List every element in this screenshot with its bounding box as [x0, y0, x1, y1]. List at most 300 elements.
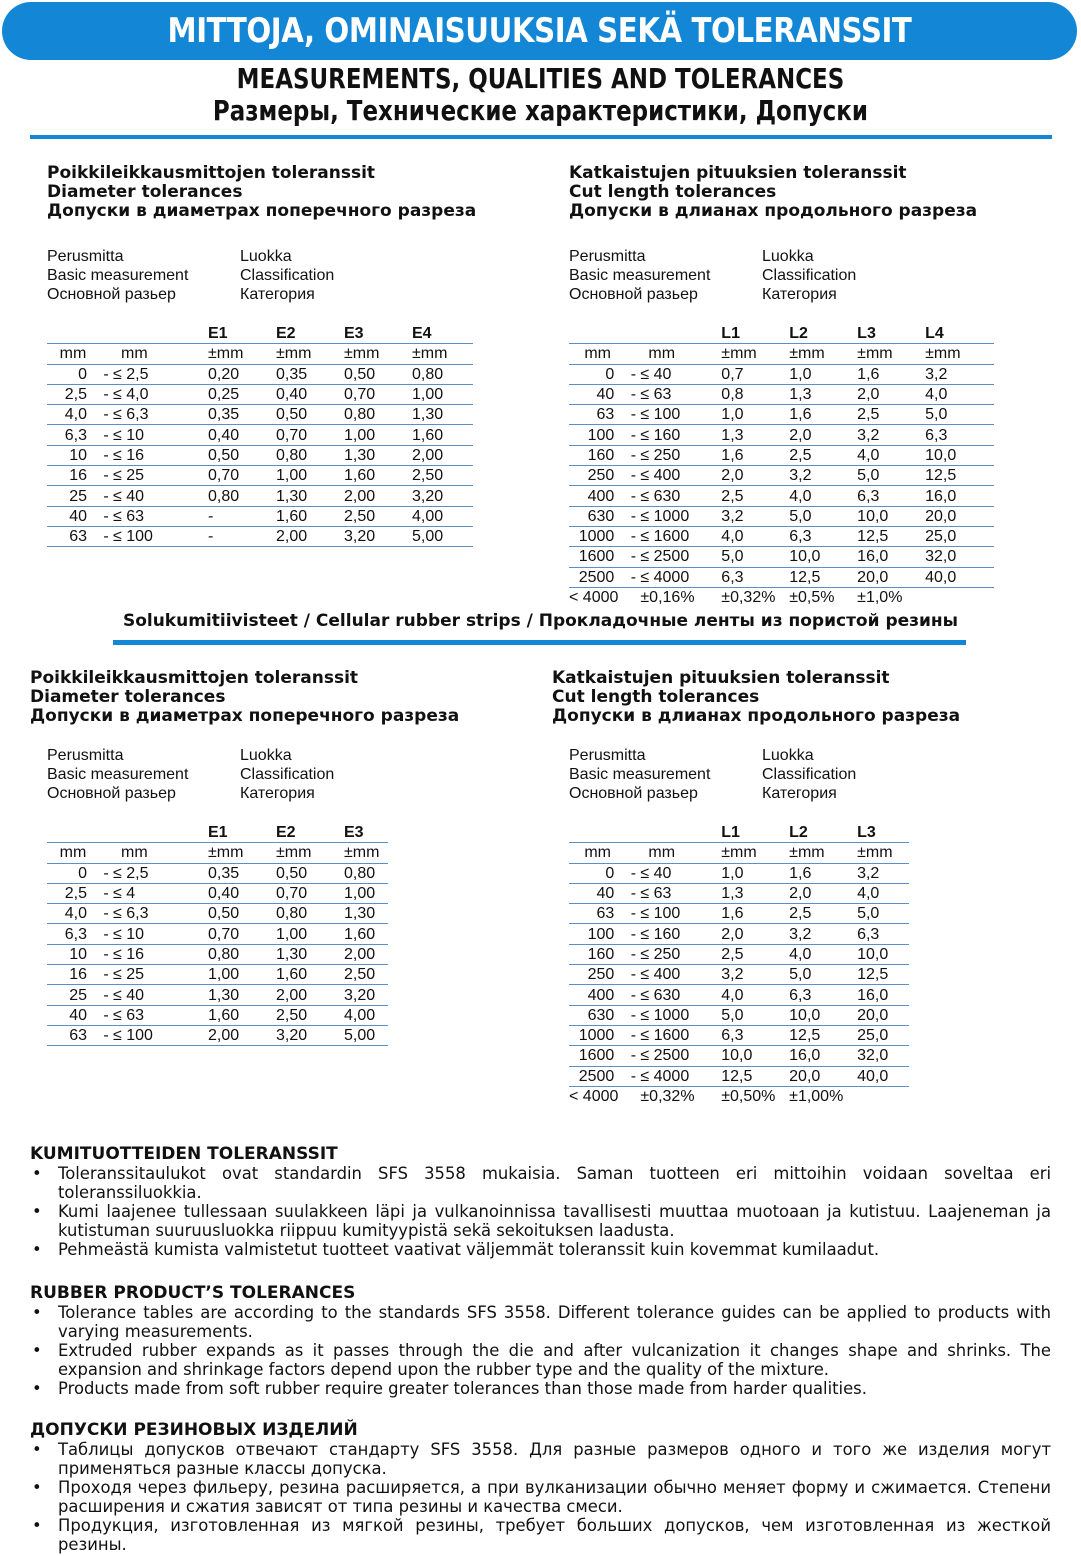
range-min: 100 [569, 425, 626, 445]
range-max: ≤ 160 [640, 924, 721, 944]
range-min: 160 [569, 944, 626, 964]
table-cell [467, 344, 473, 364]
table-row [569, 425, 994, 445]
tolerance-value: 0,50 [208, 445, 276, 465]
table-row [569, 1046, 909, 1066]
range-min: 0 [47, 863, 99, 883]
tolerance-value: 2,0 [721, 466, 789, 486]
range-max: ≤ 16 [113, 944, 208, 964]
range-min: 100 [569, 924, 626, 944]
table-units-row [47, 843, 388, 863]
classification-header: Perusmitta Luokka Basic measurement Classification Основной разьер Категория [569, 747, 857, 802]
range-min: 10 [47, 944, 99, 964]
table-row [47, 425, 473, 445]
range-min: 0 [569, 364, 626, 384]
table-row [569, 985, 909, 1005]
table-row [569, 965, 909, 985]
tolerance-value: 40,0 [925, 567, 988, 587]
range-max: ≤ 2500 [640, 1046, 721, 1066]
range-max: ≤ 6,3 [113, 904, 208, 924]
table-units-row [569, 843, 909, 863]
range-min: 16 [47, 965, 99, 985]
tolerance-value: 40,0 [857, 1066, 903, 1086]
table-cell [925, 587, 988, 607]
table-cell [988, 425, 994, 445]
tolerance-value: 1,60 [412, 425, 467, 445]
tolerance-value: 6,3 [789, 526, 857, 546]
range-min: 2500 [569, 1066, 626, 1086]
range-max: ≤ 400 [640, 466, 721, 486]
table-cell [467, 526, 473, 546]
class-label: E1 [208, 824, 228, 842]
range-max: ≤ 1600 [640, 526, 721, 546]
range-min: 250 [569, 965, 626, 985]
range-min: 1000 [569, 526, 626, 546]
tolerance-value: 1,3 [789, 384, 857, 404]
unit-label: mm [569, 843, 626, 863]
unit-label: mm [113, 344, 208, 364]
range-max: ≤ 2,5 [113, 863, 208, 883]
class-label: L3 [857, 325, 876, 343]
range-max: ≤ 1000 [640, 1005, 721, 1025]
tolerance-value: 0,20 [208, 364, 276, 384]
table-cell [988, 344, 994, 364]
table-cell [467, 405, 473, 425]
table-row [47, 526, 473, 546]
range-max: ≤ 4000 [640, 567, 721, 587]
range-min: 63 [47, 526, 99, 546]
tolerance-value: 25,0 [857, 1025, 903, 1045]
table-cell [467, 506, 473, 526]
table-cell [988, 486, 994, 506]
table-cell [988, 506, 994, 526]
class-label: E4 [412, 325, 432, 343]
tolerance-value: 2,0 [789, 425, 857, 445]
range-dash: - [626, 944, 640, 964]
tolerance-value: 12,5 [789, 567, 857, 587]
table-cell [99, 324, 113, 344]
tolerance-value: ±1,0% [857, 589, 903, 606]
tolerance-value: 3,20 [412, 486, 467, 506]
table-cell [47, 823, 99, 843]
table-cell [988, 405, 994, 425]
tolerance-value: 0,8 [721, 384, 789, 404]
table-class-row [47, 324, 473, 344]
list-item: • Extruded rubber expands as it passes through the die and after vulcanization it changes shape and shrinks. The expansion and shrinkage factors depend upon the rubber type and the quality of the mixture. [30, 1341, 1051, 1379]
tolerance-value: 3,2 [925, 364, 988, 384]
table-row [569, 587, 994, 607]
range-min: 2,5 [47, 883, 99, 903]
table-class-row [569, 324, 994, 344]
unit-label: mm [113, 843, 208, 863]
range-max: ≤ 63 [640, 384, 721, 404]
tolerance-value: 1,0 [789, 364, 857, 384]
table-cell [857, 1086, 903, 1106]
range-max: ≤ 160 [640, 425, 721, 445]
tolerance-value: 6,3 [721, 1025, 789, 1045]
range-dash: - [626, 985, 640, 1005]
range-min: 63 [569, 904, 626, 924]
unit-label [626, 344, 640, 364]
tolerance-value: 0,50 [344, 364, 412, 384]
table-cell [382, 1025, 388, 1045]
tolerance-value: 6,3 [925, 425, 988, 445]
tolerance-value: 1,00 [276, 924, 344, 944]
table-cell [988, 567, 994, 587]
class-label: E3 [344, 325, 364, 343]
range-max: ≤ 400 [640, 965, 721, 985]
table-cell [382, 965, 388, 985]
range-dash: - [99, 944, 113, 964]
table-row [569, 904, 909, 924]
list-item: • Kumi laajenee tullessaan suulakkeen läpi ja vulkanoinnissa tavallisesti muuttaa muotoaan ja kutistuu. Laajeneman ja kutistuman suuruusluokka riippuu kumityypistä sekä sekoituksen laadusta. [30, 1202, 1051, 1240]
tolerance-value: 2,00 [276, 526, 344, 546]
range-dash: - [626, 547, 640, 567]
tolerance-value: 0,25 [208, 384, 276, 404]
range-max: ≤ 100 [640, 405, 721, 425]
tolerance-value: 12,5 [789, 1025, 857, 1045]
class-label: E3 [344, 824, 364, 842]
tolerance-value: 5,0 [857, 466, 925, 486]
tolerance-value: 6,3 [857, 924, 903, 944]
top-divider [30, 135, 1052, 139]
notes-fi-title: KUMITUOTTEIDEN TOLERANSSIT [30, 1144, 338, 1164]
cut-length-tolerances-heading: Katkaistujen pituuksien toleranssit Cut length tolerances Допуски в длианах продольного разреза [569, 163, 978, 221]
tolerance-value: 0,40 [208, 883, 276, 903]
tolerance-value: 16,0 [857, 547, 925, 567]
table-row [47, 364, 473, 384]
tolerance-value: 0,80 [208, 944, 276, 964]
unit-label: ±mm [344, 843, 382, 863]
table-cell [903, 883, 909, 903]
tolerance-value: 2,00 [412, 445, 467, 465]
table-row [47, 384, 473, 404]
range-min: 2500 [569, 567, 626, 587]
range-dash: - [99, 965, 113, 985]
table-cell [903, 823, 909, 843]
range-min: 400 [569, 486, 626, 506]
tolerance-value: 0,50 [276, 405, 344, 425]
subtitle-ru: Размеры, Технические характеристики, Допуски [212, 94, 869, 127]
tolerance-value: 1,6 [721, 445, 789, 465]
unit-label [99, 344, 113, 364]
range-min: 6,3 [47, 924, 99, 944]
tolerance-value: 0,80 [208, 486, 276, 506]
unit-label: ±mm [721, 843, 789, 863]
table-cell [467, 486, 473, 506]
tolerance-value: 5,0 [789, 965, 857, 985]
table-cell [382, 843, 388, 863]
table-cell [47, 324, 99, 344]
range-min: 1600 [569, 1046, 626, 1066]
range-max: ≤ 4,0 [113, 384, 208, 404]
table-row [569, 526, 994, 546]
range-dash: - [626, 466, 640, 486]
table-row [569, 405, 994, 425]
tolerance-value: 6,3 [721, 567, 789, 587]
tolerance-value: 2,5 [789, 445, 857, 465]
range-dash: - [99, 904, 113, 924]
tolerance-value: ±1,00% [789, 1088, 844, 1105]
tolerance-value: 2,50 [412, 466, 467, 486]
table-row [569, 445, 994, 465]
table-row [569, 384, 994, 404]
tolerance-value: 0,80 [276, 445, 344, 465]
table-cell [467, 364, 473, 384]
range-dash: - [626, 1005, 640, 1025]
tolerance-value: 3,2 [857, 425, 925, 445]
tolerance-value: 0,40 [276, 384, 344, 404]
tolerance-value: 10,0 [925, 445, 988, 465]
range-dash: - [99, 863, 113, 883]
tolerance-value: 1,30 [344, 445, 412, 465]
tolerance-value: 12,5 [857, 965, 903, 985]
tolerance-value: 32,0 [857, 1046, 903, 1066]
tolerance-value: 6,3 [857, 486, 925, 506]
tolerance-value: 0,70 [276, 425, 344, 445]
table-cell [382, 863, 388, 883]
tolerance-value: 4,0 [721, 526, 789, 546]
range-dash: - [99, 384, 113, 404]
range-max: ≤ 25 [113, 466, 208, 486]
unit-label: ±mm [857, 843, 903, 863]
range-max: ≤ 25 [113, 965, 208, 985]
tolerance-value: 16,0 [789, 1046, 857, 1066]
range-dash: - [99, 1005, 113, 1025]
range-dash: - [99, 425, 113, 445]
range-min: 40 [47, 506, 99, 526]
range-min: 160 [569, 445, 626, 465]
table-cell [99, 823, 113, 843]
unit-label: ±mm [208, 344, 276, 364]
tolerance-value: 3,2 [721, 965, 789, 985]
tolerance-value: 10,0 [789, 1005, 857, 1025]
tolerance-value: 0,50 [208, 904, 276, 924]
tolerance-value: 3,2 [789, 466, 857, 486]
table-cell [988, 547, 994, 567]
range-dash: - [99, 506, 113, 526]
table-row [569, 883, 909, 903]
table-cell [988, 384, 994, 404]
tolerance-value: 1,6 [857, 364, 925, 384]
tolerance-value: 1,60 [344, 466, 412, 486]
tolerance-value: 1,30 [276, 944, 344, 964]
range-max: ≤ 63 [113, 1005, 208, 1025]
tolerance-value: 4,0 [925, 384, 988, 404]
table-row [569, 1005, 909, 1025]
tolerance-value: 2,00 [344, 486, 412, 506]
range-dash: - [626, 506, 640, 526]
table-row [569, 466, 994, 486]
tolerance-value: 4,0 [789, 944, 857, 964]
tolerance-value: ±0,16% [640, 589, 695, 606]
list-item: • Tolerance tables are according to the standards SFS 3558. Different tolerance guides can be applied to products with varying measurements. [30, 1303, 1051, 1341]
notes-en-title: RUBBER PRODUCT’S TOLERANCES [30, 1283, 356, 1303]
tolerance-value: 4,0 [857, 883, 903, 903]
table-cell [903, 1046, 909, 1066]
tolerance-value: 0,80 [344, 405, 412, 425]
range-dash: - [626, 883, 640, 903]
range-dash: - [626, 1046, 640, 1066]
diameter-tolerances-heading: Poikkileikkausmittojen toleranssit Diameter tolerances Допуски в диаметрах поперечного разреза [30, 668, 460, 726]
range-min: 0 [569, 863, 626, 883]
range-min: 16 [47, 466, 99, 486]
unit-label: ±mm [276, 344, 344, 364]
table-cell [382, 944, 388, 964]
tolerance-value: 2,00 [276, 985, 344, 1005]
tolerance-value: 0,35 [208, 863, 276, 883]
range-min: 400 [569, 985, 626, 1005]
tolerance-value: 1,30 [208, 985, 276, 1005]
range-dash: - [626, 863, 640, 883]
range-min: 250 [569, 466, 626, 486]
tolerance-value: 5,0 [721, 547, 789, 567]
table-cell [382, 1005, 388, 1025]
unit-label: ±mm [789, 843, 857, 863]
tolerance-value: 5,00 [344, 1025, 382, 1045]
tolerance-value: 12,5 [721, 1066, 789, 1086]
title-banner [2, 2, 1077, 60]
tolerance-value: 12,5 [925, 466, 988, 486]
notes-ru [30, 1421, 1051, 1554]
table-row [569, 944, 909, 964]
tolerance-value: 3,20 [344, 985, 382, 1005]
tolerance-value: 0,80 [412, 364, 467, 384]
class-label: E2 [276, 824, 296, 842]
cellular-cut-length-tolerance-table [569, 823, 909, 1106]
table-row [47, 924, 388, 944]
tolerance-value: 1,6 [789, 863, 857, 883]
unit-label: ±mm [344, 344, 412, 364]
tolerance-value: 2,5 [789, 904, 857, 924]
tolerance-value: 20,0 [789, 1066, 857, 1086]
tolerance-value: 32,0 [925, 547, 988, 567]
page-title: MITTOJA, OMINAISUUKSIA SEKÄ TOLERANSSIT [167, 11, 912, 51]
range-max: ≤ 250 [640, 445, 721, 465]
tolerance-value: 2,5 [721, 944, 789, 964]
range-dash: - [626, 965, 640, 985]
tolerance-value: 1,0 [721, 405, 789, 425]
unit-label: ±mm [857, 344, 925, 364]
range-min: 40 [47, 1005, 99, 1025]
range-max: < 4000 [569, 589, 619, 606]
table-cell [988, 364, 994, 384]
range-min: 1000 [569, 1025, 626, 1045]
tolerance-value: 1,60 [208, 1005, 276, 1025]
table-cell [382, 924, 388, 944]
table-cell [467, 445, 473, 465]
tolerance-value: 4,0 [721, 985, 789, 1005]
tolerance-value: 0,70 [208, 466, 276, 486]
table-cell [903, 965, 909, 985]
class-label: L2 [789, 824, 808, 842]
unit-label: mm [569, 344, 626, 364]
range-max: ≤ 40 [640, 364, 721, 384]
cellular-rubber-title: Solukumitiivisteet / Cellular rubber strips / Прокладочные ленты из пористой резины [122, 611, 959, 631]
range-min: 10 [47, 445, 99, 465]
tolerance-value: 3,20 [276, 1025, 344, 1045]
range-dash: - [99, 883, 113, 903]
tolerance-value: 2,5 [721, 486, 789, 506]
range-dash: - [626, 364, 640, 384]
table-row [569, 1025, 909, 1045]
table-row [569, 1066, 909, 1086]
range-max: ≤ 63 [640, 883, 721, 903]
table-units-row [47, 344, 473, 364]
range-max: ≤ 630 [640, 486, 721, 506]
table-row [47, 965, 388, 985]
range-dash: - [99, 364, 113, 384]
range-min: 1600 [569, 547, 626, 567]
tolerance-value: 4,00 [412, 506, 467, 526]
unit-label: mm [640, 843, 721, 863]
tolerance-value: 2,0 [789, 883, 857, 903]
range-dash: - [626, 486, 640, 506]
table-cell [382, 823, 388, 843]
tolerance-value: 20,0 [925, 506, 988, 526]
range-min: 40 [569, 384, 626, 404]
table-row [47, 944, 388, 964]
unit-label: ±mm [925, 344, 988, 364]
range-dash: - [626, 1066, 640, 1086]
range-dash: - [626, 1025, 640, 1045]
tolerance-value: 4,00 [344, 1005, 382, 1025]
notes-fi [30, 1145, 1051, 1259]
table-row [47, 486, 473, 506]
tolerance-value: ±0,32% [640, 1088, 695, 1105]
table-row [569, 863, 909, 883]
tolerance-value: 1,6 [721, 904, 789, 924]
tolerance-value: 2,50 [344, 506, 412, 526]
range-dash: - [99, 526, 113, 546]
table-cell [988, 445, 994, 465]
range-dash: - [99, 445, 113, 465]
table-units-row [569, 344, 994, 364]
range-min: 0 [47, 364, 99, 384]
tolerance-value: 3,20 [344, 526, 412, 546]
tolerance-value: 1,30 [412, 405, 467, 425]
notes-en [30, 1284, 1051, 1398]
tolerance-value: 0,35 [208, 405, 276, 425]
tolerance-value: ±0,5% [789, 589, 835, 606]
table-cell [467, 324, 473, 344]
table-row [47, 1005, 388, 1025]
tolerance-value: 1,60 [276, 965, 344, 985]
tolerance-value: 2,5 [857, 405, 925, 425]
tolerance-value: 0,70 [344, 384, 412, 404]
list-item: • Проходя через фильеру, резина расширяется, а при вулканизации обычно меняет форму и сжимается. Степени расширения и сжатия зависят от типа резины и качества смеси. [30, 1478, 1051, 1516]
tolerance-value: 2,00 [344, 944, 382, 964]
range-max: ≤ 1600 [640, 1025, 721, 1045]
class-label: L4 [925, 325, 944, 343]
table-cell [382, 883, 388, 903]
tolerance-value: 16,0 [925, 486, 988, 506]
tolerance-value: 0,70 [208, 924, 276, 944]
table-row [569, 924, 909, 944]
tolerance-value: ±0,32% [721, 589, 776, 606]
tolerance-value: 0,80 [344, 863, 382, 883]
unit-label [99, 843, 113, 863]
classification-header: Perusmitta Luokka Basic measurement Classification Основной разьер Категория [569, 248, 857, 303]
table-cell [467, 466, 473, 486]
range-dash: - [626, 405, 640, 425]
tolerance-value: 12,5 [857, 526, 925, 546]
tolerance-value: 10,0 [857, 944, 903, 964]
tolerance-value: 1,30 [276, 486, 344, 506]
tolerance-value: 10,0 [721, 1046, 789, 1066]
range-max: ≤ 630 [640, 985, 721, 1005]
tolerance-value: 1,60 [276, 506, 344, 526]
